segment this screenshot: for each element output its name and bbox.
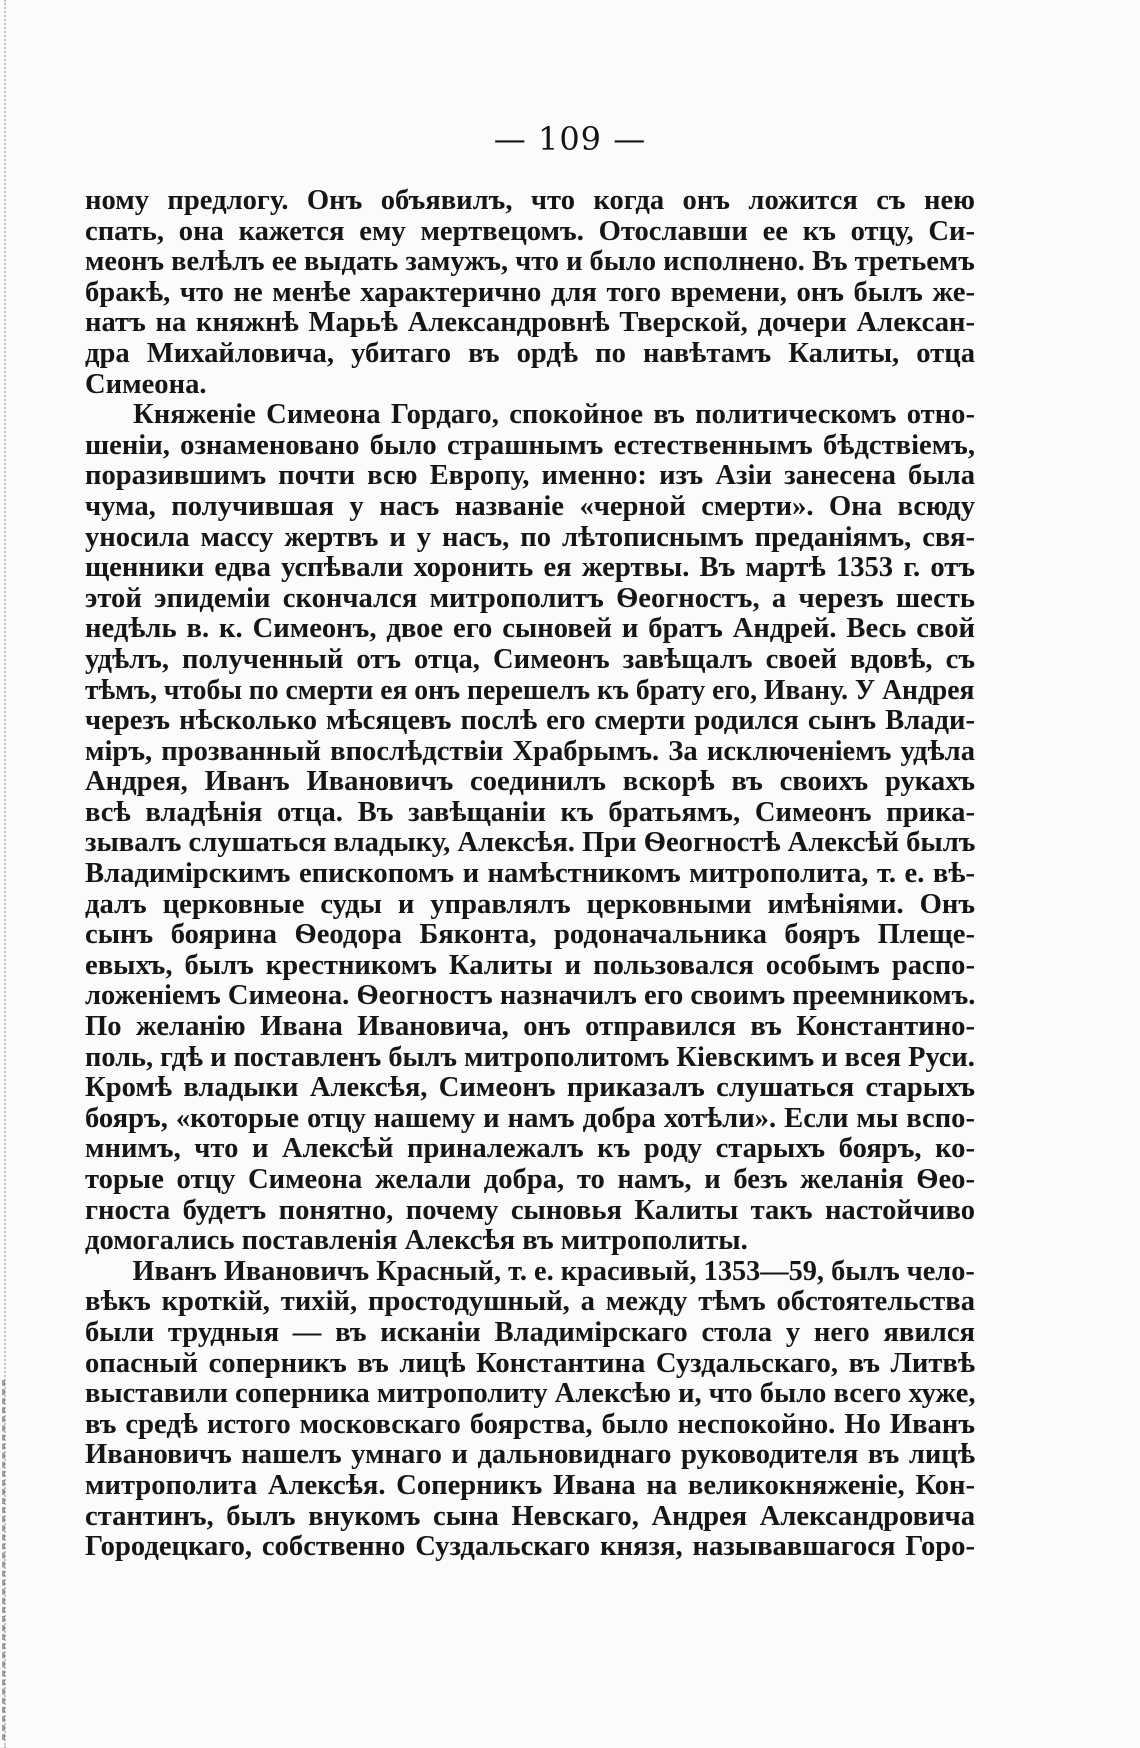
text-line: По желанію Ивана Ивановича, онъ отправился въ Константино- — [85, 1011, 975, 1043]
paragraph-1 — [85, 186, 975, 400]
page-number: — 109 — — [493, 120, 647, 158]
text-line: чума, получившая у насъ названіе «черной смерти». Она всюду — [85, 490, 975, 522]
text-line: стантинъ, былъ внукомъ сына Невскаго, Андрея Александровича — [85, 1500, 975, 1532]
text-line: натъ на княжнѣ Марьѣ Александровнѣ Тверской, дочери Алексан- — [85, 307, 975, 339]
text-line: бояръ, «которые отцу нашему и намъ добра хотѣли». Если мы вспо- — [85, 1102, 975, 1134]
text-line: Княженіе Симеона Гордаго, спокойное въ политическомъ отно- — [133, 399, 975, 431]
text-line: были трудныя — въ исканіи Владимірскаго стола у него явился — [85, 1316, 975, 1348]
text-line: ному предлогу. Онъ объявилъ, что когда онъ ложится съ нею — [85, 185, 975, 216]
text-line: дра Михайловича, убитаго въ ордѣ по навѣтамъ Калиты, отца — [85, 337, 975, 369]
text-line: міръ, прозванный впослѣдствіи Храбрымъ. За исключеніемъ удѣла — [85, 735, 975, 767]
text-line: домогались поставленія Алексѣя въ митрополиты. — [85, 1225, 748, 1257]
text-line: черезъ нѣсколько мѣсяцевъ послѣ его смерти родился сынъ Влади- — [85, 705, 975, 737]
text-line: выставили соперника митрополиту Алексѣю и, что было всего хуже, — [85, 1378, 976, 1410]
scan-marks — [2, 1380, 15, 1740]
text-line: гноста будетъ понятно, почему сыновья Калиты такъ настойчиво — [85, 1194, 975, 1226]
text-line: Андрея, Иванъ Ивановичъ соединилъ вскорѣ въ своихъ рукахъ — [85, 766, 975, 798]
paragraph-2 — [85, 400, 975, 1257]
text-line: опасный соперникъ въ лицѣ Константина Суздальскаго, въ Литвѣ — [85, 1347, 975, 1379]
text-line: Городецкаго, собственно Суздальскаго князя, называвшагося Горо- — [85, 1531, 975, 1563]
text-line: Кромѣ владыки Алексѣя, Симеонъ приказалъ слушаться старыхъ — [85, 1072, 975, 1104]
text-line: далъ церковные суды и управлялъ церковными имѣніями. Онъ — [85, 888, 975, 920]
text-line: недѣль в. к. Симеонъ, двое его сыновей и братъ Андрей. Весь свой — [85, 613, 975, 645]
text-line: удѣлъ, полученный отъ отца, Симеонъ завѣщалъ своей вдовѣ, съ — [85, 643, 975, 675]
text-line: евыхъ, былъ крестникомъ Калиты и пользовался особымъ распо- — [85, 949, 975, 981]
text-line: ложеніемъ Симеона. Ѳеогностъ назначилъ его своимъ преемникомъ. — [85, 980, 976, 1012]
body-text — [85, 186, 975, 1563]
paragraph-3 — [85, 1257, 975, 1563]
text-line: зывалъ слушаться владыку, Алексѣя. При Ѳеогностѣ Алексѣй былъ — [85, 827, 976, 859]
text-line: Ивановичъ нашелъ умнаго и дальновиднаго руководителя въ лицѣ — [85, 1439, 975, 1471]
text-line: вѣкъ кроткій, тихій, простодушный, а между тѣмъ обстоятельства — [85, 1286, 975, 1318]
text-line: бракѣ, что не менѣе характерично для того времени, онъ былъ же- — [85, 276, 975, 308]
text-line: шеніи, ознаменовано было страшнымъ естественнымъ бѣдствіемъ, — [85, 429, 975, 461]
text-line: сынъ боярина Ѳеодора Бяконта, родоначальника бояръ Плеще- — [85, 919, 975, 951]
text-line: въ средѣ истого московскаго боярства, было неспокойно. Но Иванъ — [85, 1408, 975, 1440]
text-line: Иванъ Ивановичъ Красный, т. е. красивый, 1353—59, былъ чело- — [132, 1255, 975, 1287]
text-line: спать, она кажется ему мертвецомъ. Отославши ее къ отцу, Си- — [85, 215, 975, 247]
text-line: щенники едва успѣвали хоронить ея жертвы. Въ мартѣ 1353 г. отъ — [85, 552, 975, 584]
text-line: уносила массу жертвъ и у насъ, по лѣтописнымъ преданіямъ, свя- — [85, 521, 975, 553]
text-line: меонъ велѣлъ ее выдать замужъ, что и было исполнено. Въ третьемъ — [85, 246, 975, 278]
text-line: тѣмъ, чтобы по смерти ея онъ перешелъ къ брату его, Ивану. У Андрея — [85, 674, 975, 706]
text-line: поль, гдѣ и поставленъ былъ митрополитомъ Кіевскимъ и всея Руси. — [85, 1041, 975, 1073]
text-line: митрополита Алексѣя. Соперникъ Ивана на великокняженіе, Кон- — [85, 1469, 975, 1501]
text-line: Симеона. — [85, 368, 207, 400]
text-line: Владимірскимъ епископомъ и намѣстникомъ митрополита, т. е. вѣ- — [85, 858, 975, 890]
text-line: мнимъ, что и Алексѣй приналежалъ къ роду старыхъ бояръ, ко- — [85, 1133, 975, 1165]
text-line: торые отцу Симеона желали добра, то намъ, и безъ желанія Ѳео- — [85, 1164, 975, 1195]
text-line: этой эпидеміи скончался митрополитъ Ѳеогностъ, а черезъ шесть — [85, 582, 975, 614]
text-line: поразившимъ почти всю Европу, именно: изъ Азіи занесена была — [85, 460, 975, 492]
text-line: всѣ владѣнія отца. Въ завѣщаніи къ братьямъ, Симеонъ прика- — [85, 796, 975, 828]
